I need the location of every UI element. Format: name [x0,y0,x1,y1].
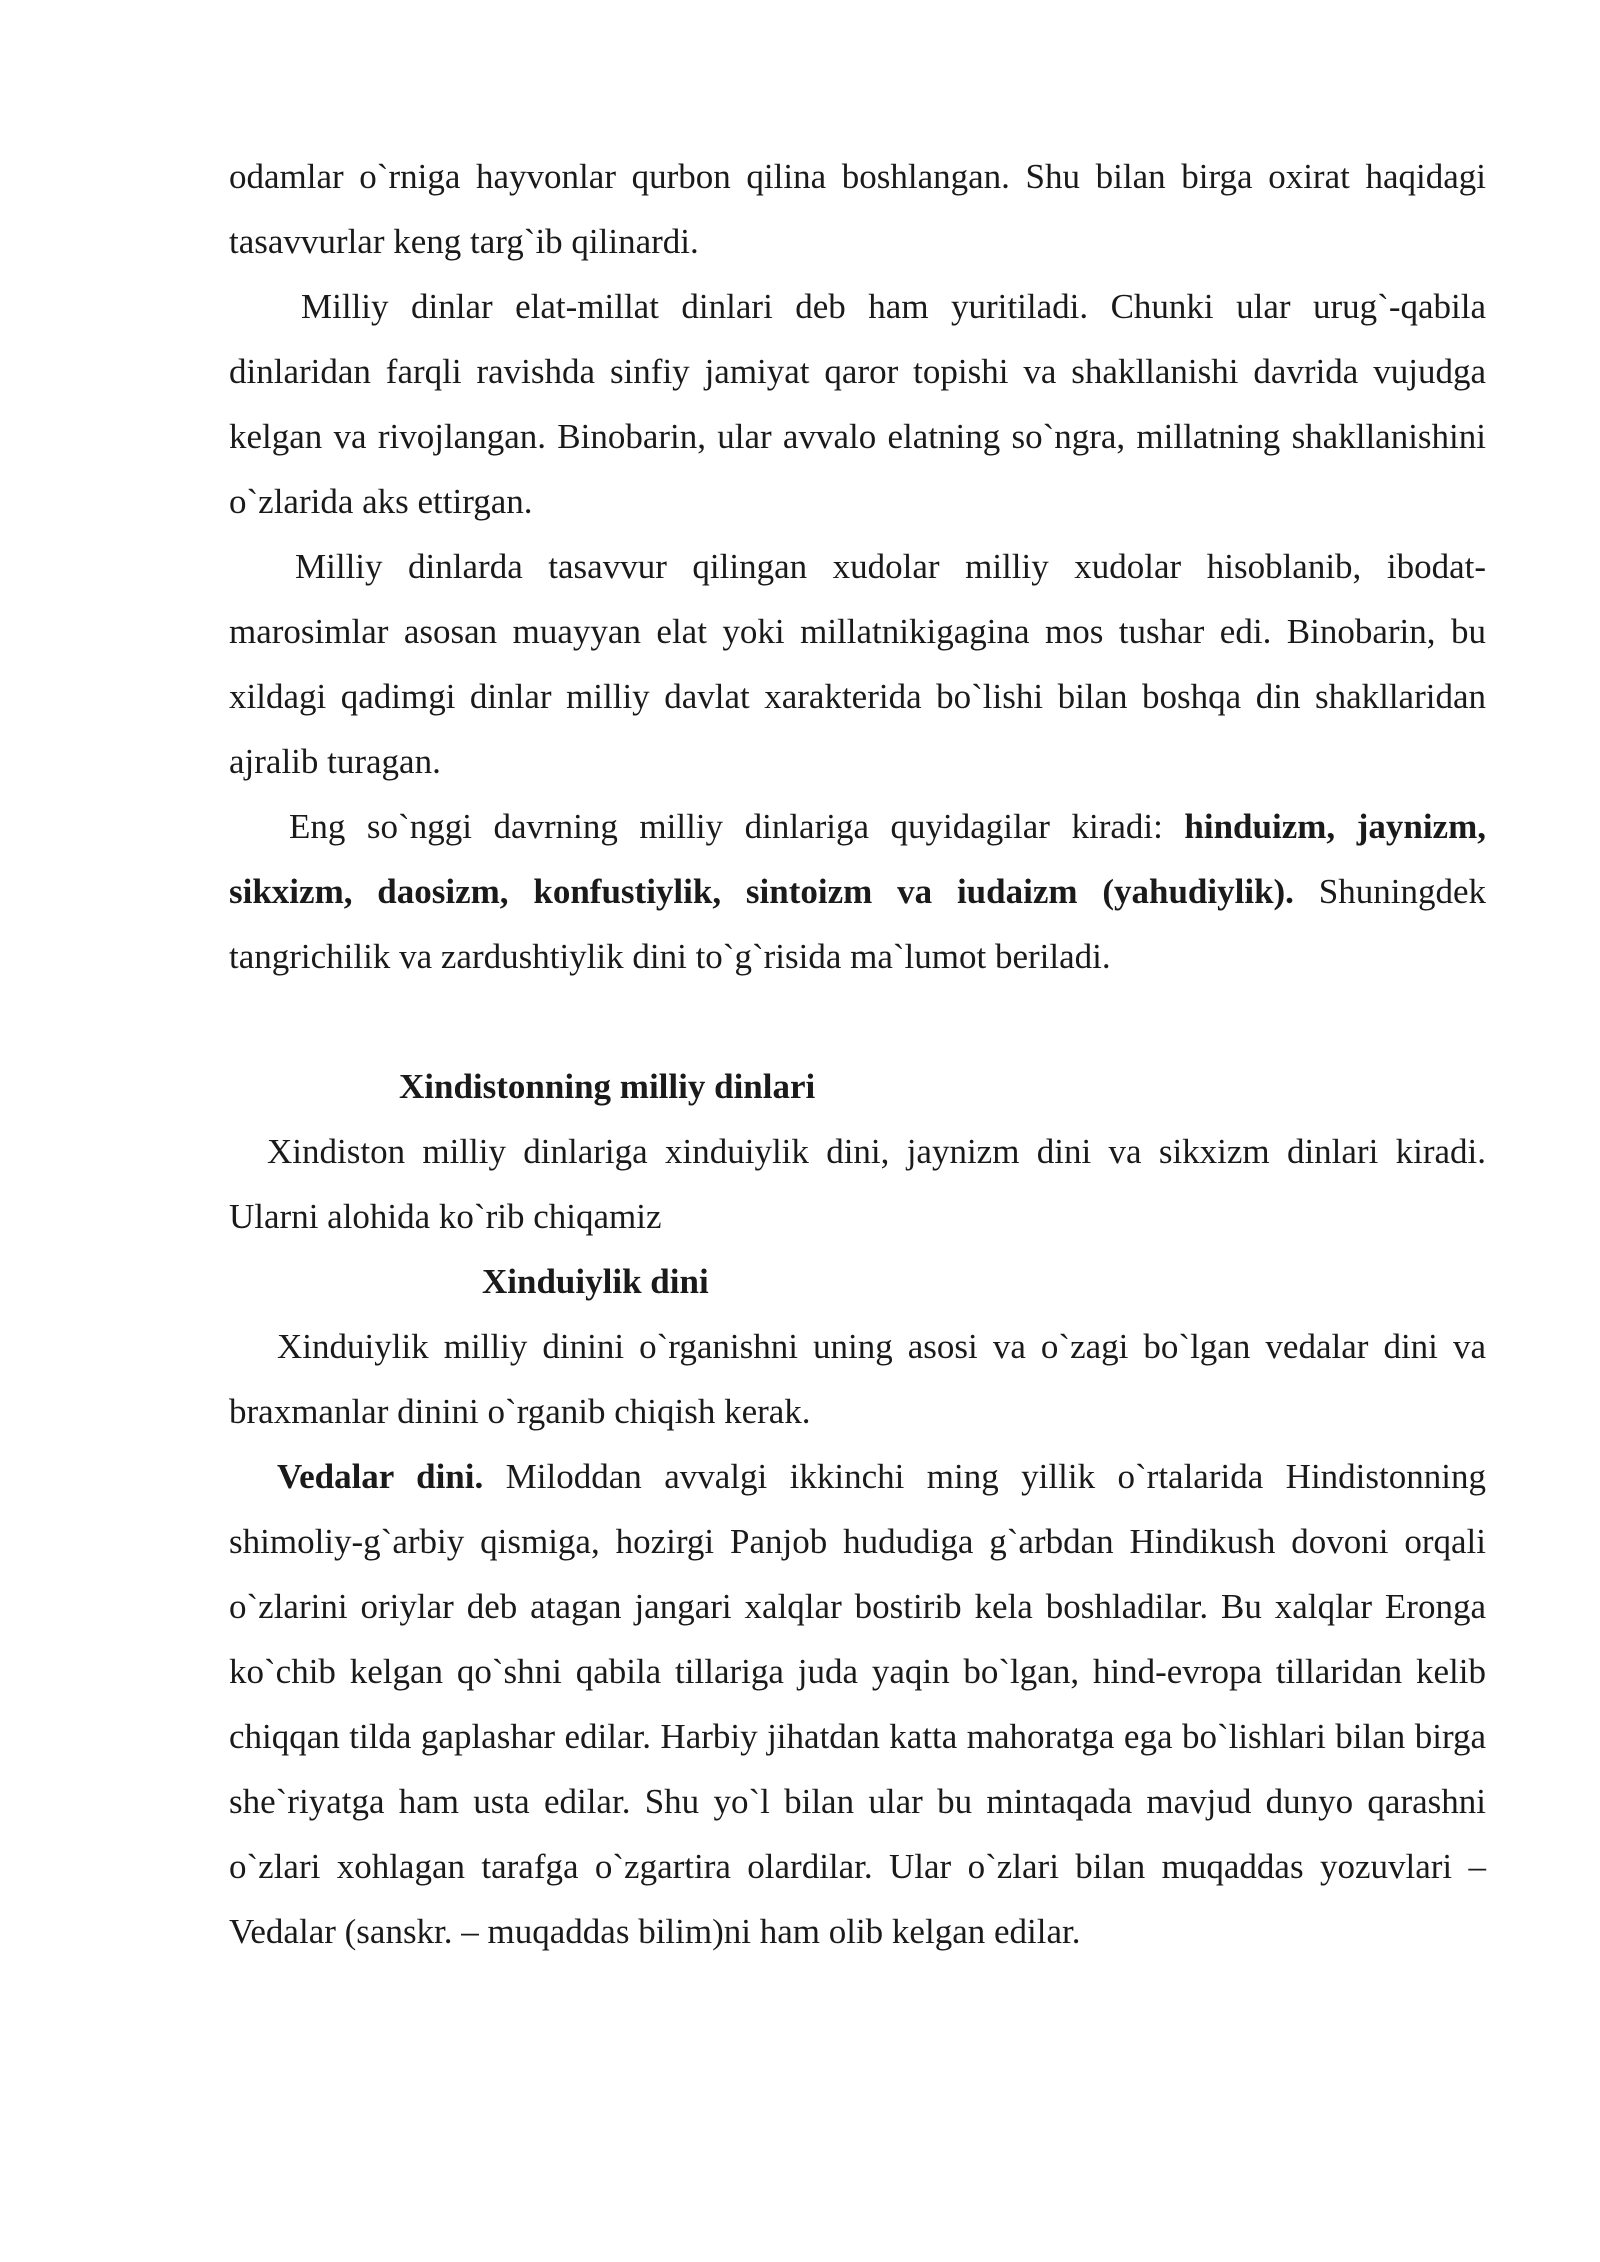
paragraph-xinduiylik: Xinduiylik milliy dinini o`rganishni uning asosi va o`zagi bo`lgan vedalar dini va braxmanlar dinini o`rganib chiqish kerak. [229,1327,1486,1431]
paragraph-text: Eng so`nggi davrning milliy dinlariga quyidagilar kiradi: [289,807,1185,846]
religions-list-bold: hinduizm, jaynizm, sikxizm, daosizm, konfustiylik, sintoizm va iudaizm (yahudiylik). [229,807,1486,911]
document-page [229,144,1486,1964]
paragraph-continuation: odamlar o`rniga hayvonlar qurbon qilina boshlangan. Shu bilan birga oxirat haqidagi tasavvurlar keng targ`ib qilinardi. [229,157,1486,261]
paragraph-milliy-xudolar: Milliy dinlarda tasavvur qilingan xudolar milliy xudolar hisoblanib, ibodat-marosimlar asosan muayyan elat yoki millatnikigagina mos tushar edi. Binobarin, bu xildagi qadimgi dinlar milliy davlat xarakterida bo`lishi bilan boshqa din shakllaridan ajralib turagan. [229,547,1486,781]
subsection-heading: Xinduiylik dini [482,1262,709,1301]
paragraph-text: Shuningdek tangrichilik va zardushtiylik dini to`g`risida ma`lumot beriladi. [229,872,1486,976]
paragraph-vedalar [229,1444,1486,1964]
paragraph-text: Miloddan avvalgi ikkinchi ming yillik o`rtalarida Hindistonning shimoliy-g`arbiy qismiga, hozirgi Panjob hududiga g`arbdan Hindikush dovoni orqali o`zlarini oriylar deb atagan jangari xalqlar bostirib kela boshladilar. Bu xalqlar Eronga ko`chib kelgan qo`shni qabila tillariga juda yaqin bo`lgan, hind-evropa tillaridan kelib chiqqan tilda gaplashar edilar. Harbiy jihatdan katta mahoratga ega bo`lishlari bilan birga she`riyatga ham usta edilar. Shu yo`l bilan ular bu mintaqada mavjud dunyo qarashni o`zlari xohlagan tarafga o`zgartira olardilar. Ular o`zlari bilan muqaddas yozuvlari – Vedalar (sanskr. – muqaddas bilim)ni ham olib kelgan edilar. [229,1457,1486,1951]
section-heading: Xindistonning milliy dinlari [399,1067,816,1106]
paragraph-milliy-dinlar-list [229,794,1486,989]
paragraph-xindiston: Xindiston milliy dinlariga xinduiylik dini, jaynizm dini va sikxizm dinlari kiradi. Ularni alohida ko`rib chiqamiz [229,1132,1486,1236]
vedalar-label-bold: Vedalar dini. [277,1457,484,1496]
paragraph-milliy-dinlar: Milliy dinlar elat-millat dinlari deb ham yuritiladi. Chunki ular urug`-qabila dinlaridan farqli ravishda sinfiy jamiyat qaror topishi va shakllanishi davrida vujudga kelgan va rivojlangan. Binobarin, ular avvalo elatning so`ngra, millatning shakllanishini o`zlarida aks ettirgan. [229,287,1486,521]
